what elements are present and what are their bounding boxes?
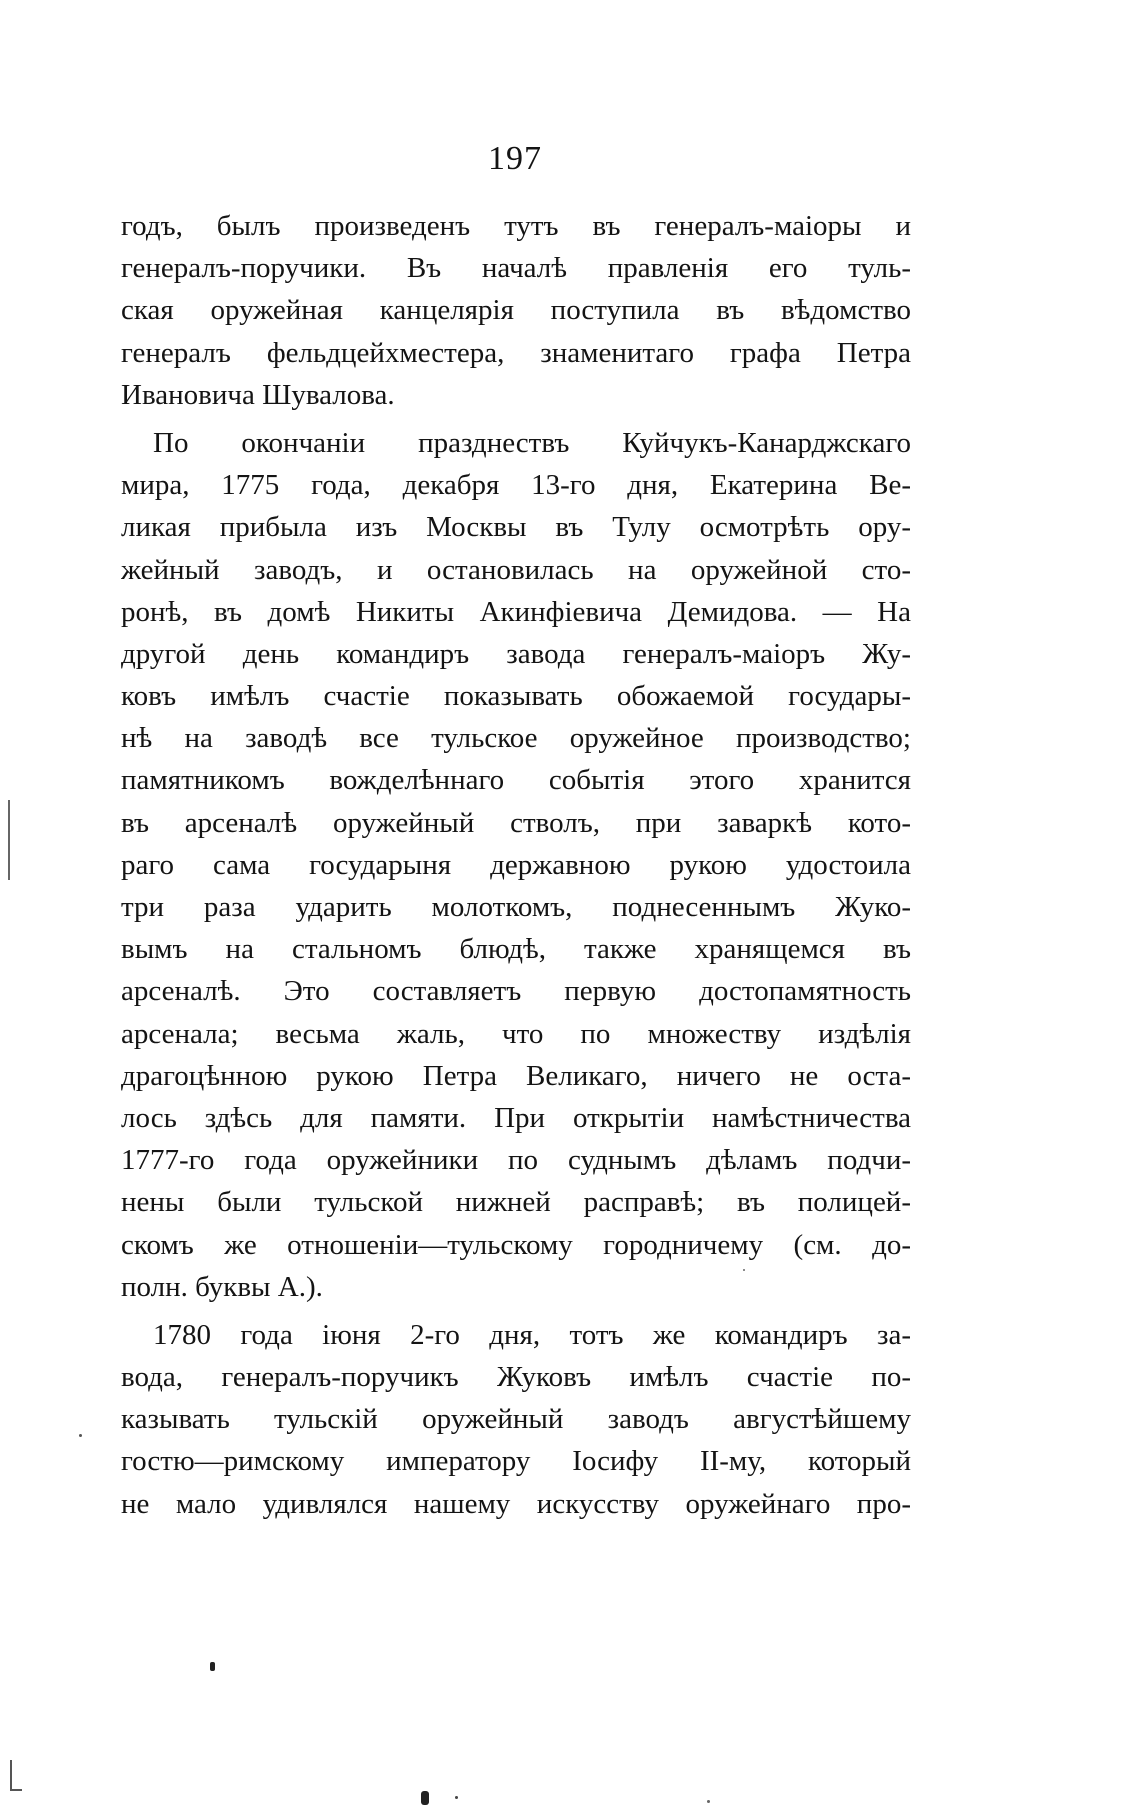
text-line: раго сама государыня державною рукою удостоила	[121, 848, 911, 881]
text-line: вымъ на стальномъ блюдѣ, также хранящемся въ	[121, 933, 911, 966]
text-line: годъ, былъ произведенъ тутъ въ генералъ-маіоры и	[121, 210, 911, 242]
text-line: казывать тульскій оружейный заводъ августѣйшему	[121, 1403, 911, 1436]
text-line: арсенала; весьма жаль, что по множеству издѣлія	[121, 1017, 911, 1050]
text-line: 1780 года іюня 2-го дня, тотъ же командиръ за-	[153, 1318, 911, 1351]
text-line: скомъ же отношеніи—тульскому городничему (см. до-	[121, 1228, 911, 1261]
text-line: памятникомъ вожделѣннаго событія этого хранится	[121, 764, 911, 797]
scan-margin-rule	[8, 800, 10, 880]
scan-speck	[743, 1269, 745, 1271]
text-line: По окончаніи празднествъ Куйчукъ-Канарджскаго	[153, 426, 911, 459]
text-line: не мало удивлялся нашему искусству оружейнаго про-	[121, 1487, 911, 1520]
scan-speck	[707, 1800, 710, 1803]
scan-corner-mark	[10, 1760, 12, 1790]
scan-speck	[210, 1662, 215, 1671]
scan-speck	[421, 1791, 429, 1805]
text-line: ронѣ, въ домѣ Никиты Акинфіевича Демидова. — На	[121, 595, 911, 628]
text-line: генералъ-поручики. Въ началѣ правленія его туль-	[121, 252, 911, 285]
scan-speck	[79, 1434, 82, 1437]
text-line: генералъ фельдцейхместера, знаменитаго графа Петра	[121, 336, 911, 369]
text-line: ликая прибыла изъ Москвы въ Тулу осмотрѣть ору-	[121, 511, 911, 544]
text-line: другой день командиръ завода генералъ-маіоръ Жу-	[121, 637, 911, 670]
page-number: 197	[488, 140, 542, 177]
scan-speck	[455, 1796, 458, 1799]
text-line: 1777-го года оружейники по суднымъ дѣламъ подчи-	[121, 1144, 911, 1177]
text-line: жейный заводъ, и остановилась на оружейной сто-	[121, 553, 911, 586]
text-line: вода, генералъ-поручикъ Жуковъ имѣлъ счастіе по-	[121, 1361, 911, 1394]
text-line: въ арсеналѣ оружейный стволъ, при заваркѣ кото-	[121, 806, 911, 839]
text-line: мира, 1775 года, декабря 13-го дня, Екатерина Ве-	[121, 469, 911, 502]
text-line: Ивановича Шувалова.	[121, 378, 395, 411]
text-line: ская оружейная канцелярія поступила въ вѣдомство	[121, 294, 911, 327]
text-line: гостю—римскому императору Іосифу II-му, который	[121, 1445, 911, 1478]
text-line: ковъ имѣлъ счастіе показывать обожаемой государы-	[121, 680, 911, 713]
text-line: три раза ударить молоткомъ, поднесеннымъ Жуко-	[121, 891, 911, 923]
text-line: арсеналѣ. Это составляетъ первую достопамятность	[121, 975, 911, 1008]
text-line: драгоцѣнною рукою Петра Великаго, ничего не оста-	[121, 1059, 911, 1092]
text-line: лось здѣсь для памяти. При открытіи намѣстничества	[121, 1101, 911, 1134]
scan-corner-mark	[10, 1789, 22, 1791]
text-line: нены были тульской нижней расправѣ; въ полицей-	[121, 1186, 911, 1219]
text-line: нѣ на заводѣ все тульское оружейное производство;	[121, 722, 911, 755]
text-line: полн. буквы А.).	[121, 1270, 323, 1303]
body-text	[121, 205, 911, 1525]
